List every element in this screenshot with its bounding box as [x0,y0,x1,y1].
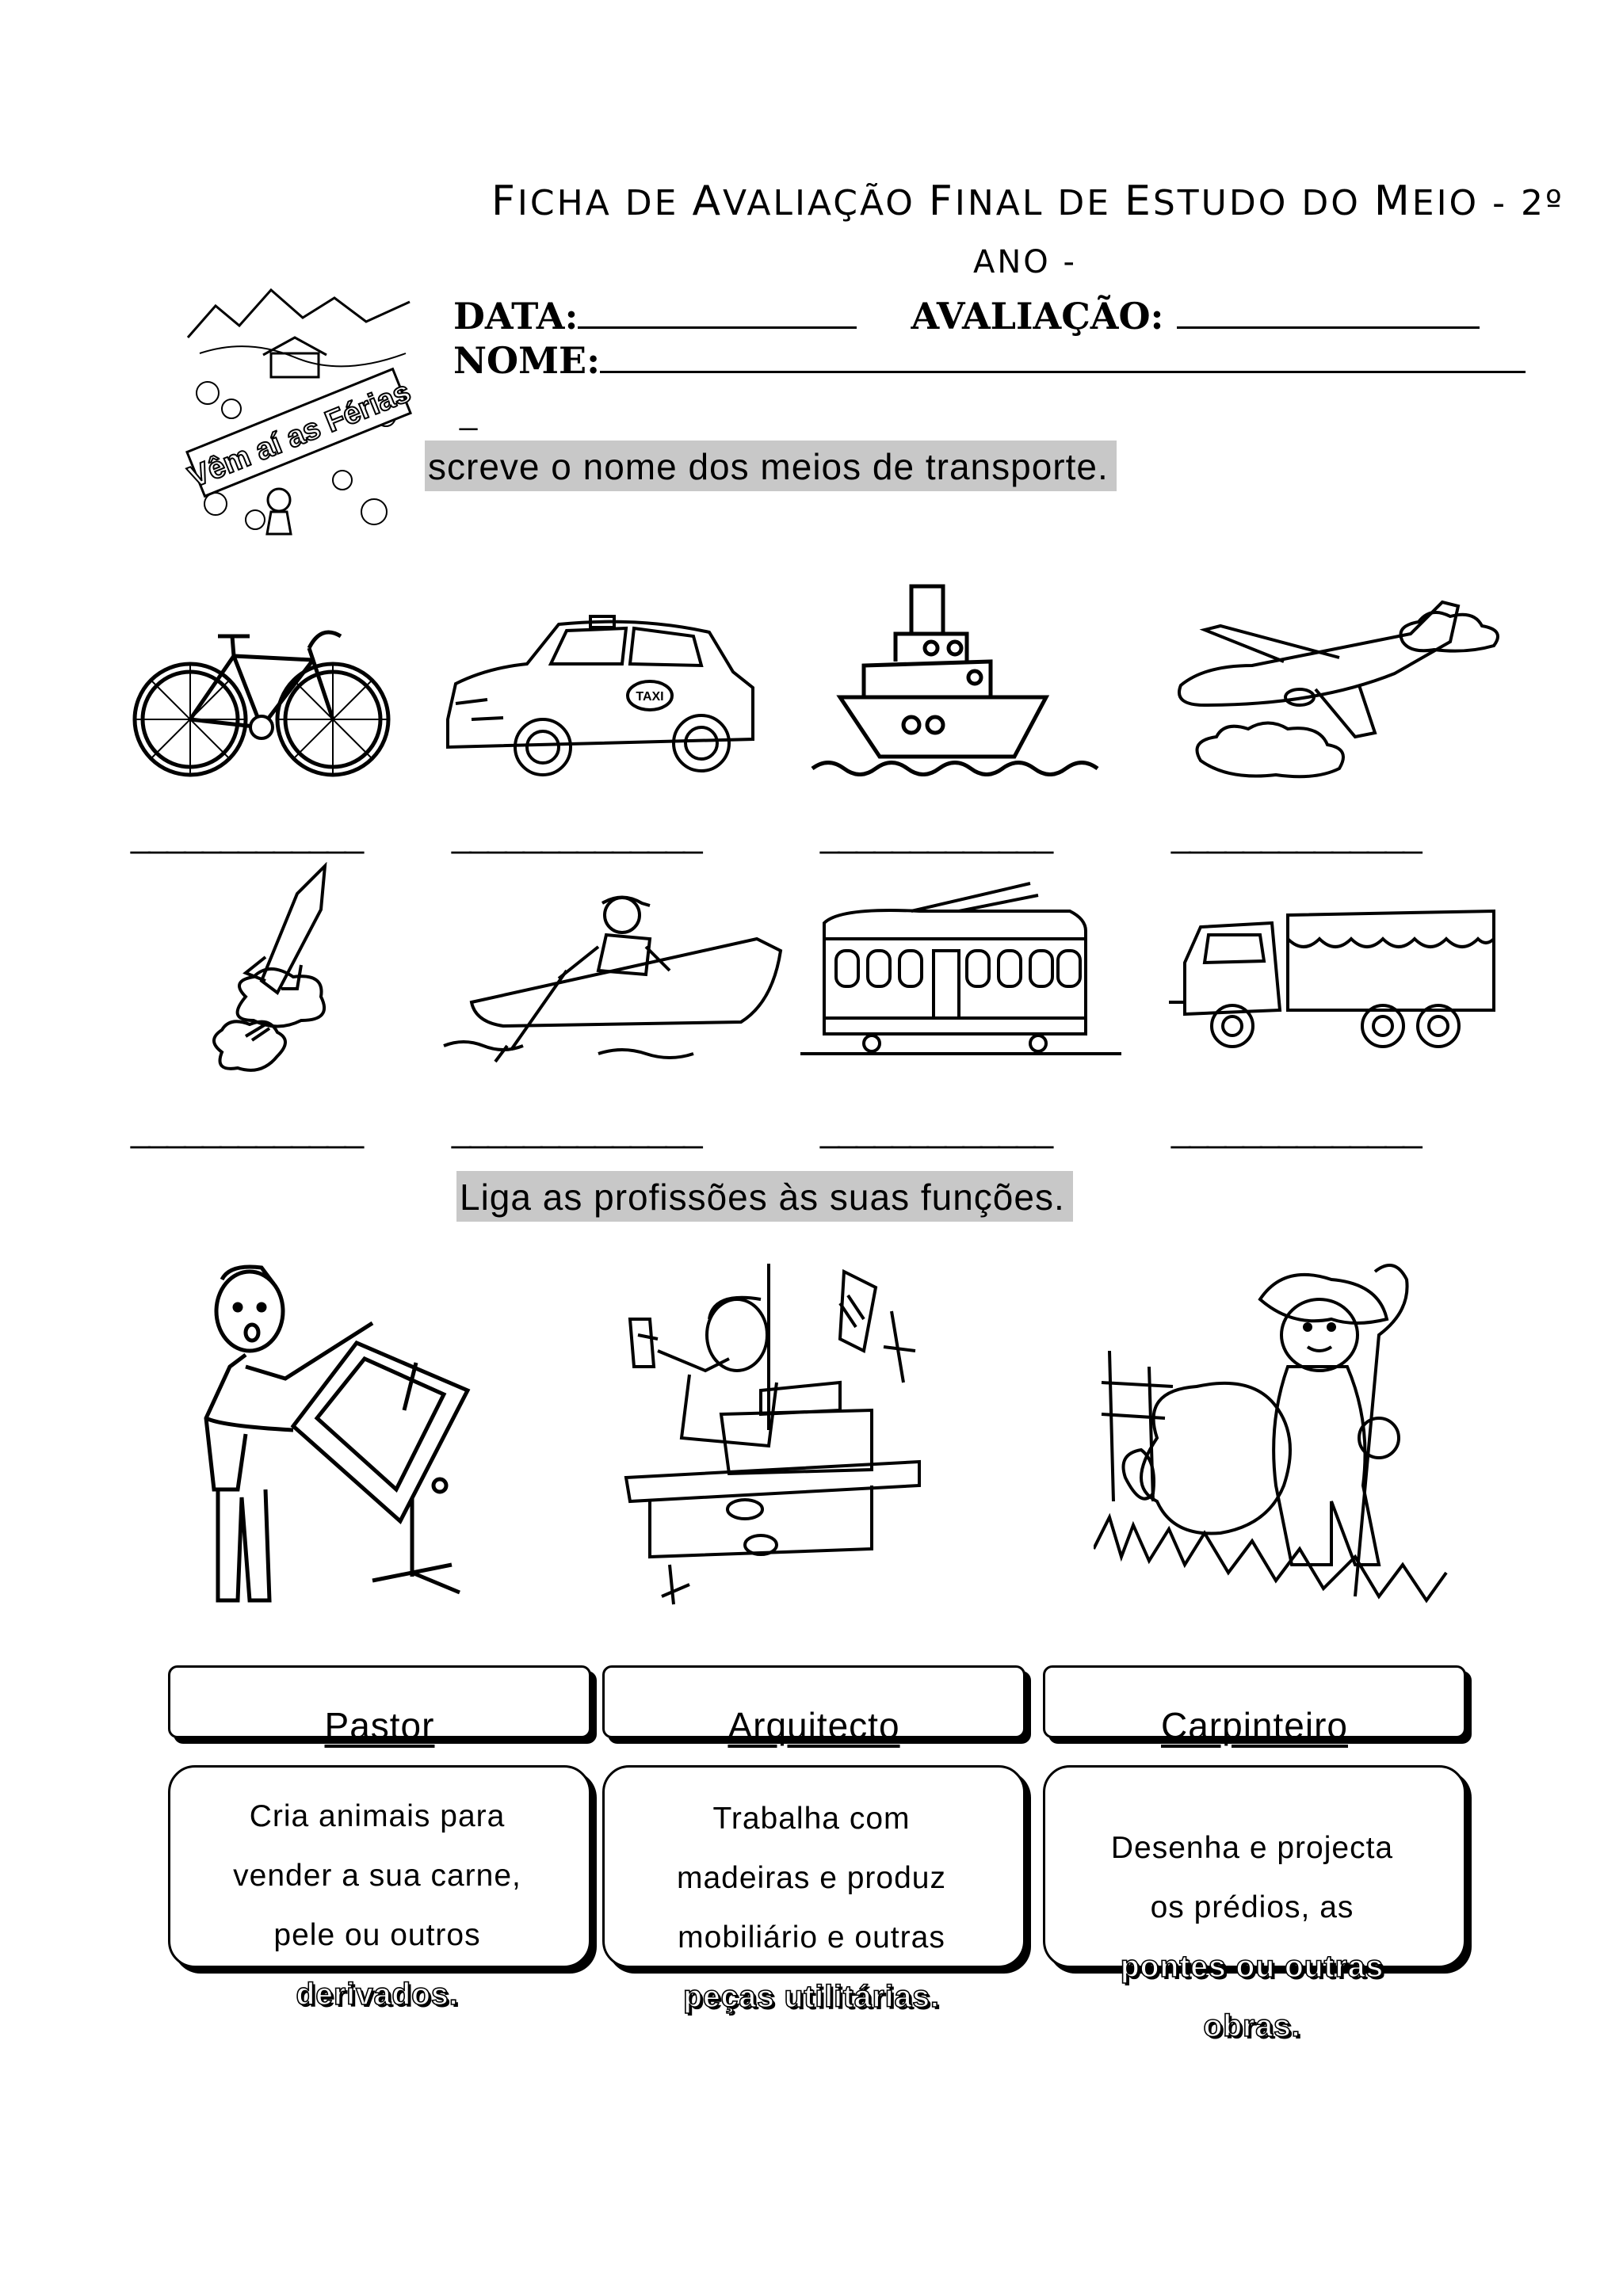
worksheet-title [491,177,1564,225]
architect-scene [174,1260,483,1616]
taxi-badge: TAXI [636,690,664,704]
taxi-icon [440,601,765,791]
profession-label: Arquitecto [727,1705,900,1746]
profession-label: Carpinteiro [1161,1705,1348,1746]
name-blank-tail: _ [460,396,478,431]
architect-drawing-board-icon [174,1260,483,1616]
ship-icon [808,578,1125,776]
shepherd-scene [1094,1248,1450,1620]
description-line: Cria animais para [249,1799,506,1833]
description-overflow-line: peças utilitárias. [683,1980,940,2014]
answer-line[interactable]: ______________ [1171,816,1421,855]
date-field[interactable] [453,295,1480,338]
rowboat-picture [440,891,789,1066]
answer-line[interactable]: _____________ [131,1111,363,1150]
airplane-icon [1157,586,1514,792]
description-line: os prédios, as [1150,1890,1354,1924]
title-word: ESTUDO DO [1125,177,1374,225]
name-label: NOME: [453,339,601,382]
ship-picture [808,578,1125,776]
title-word: FICHA DE [491,177,693,225]
title-word: FINAL DE [928,177,1125,225]
answer-line[interactable]: _____________ [131,816,363,855]
description-line: Trabalha com [712,1802,911,1836]
vacation-illustration [184,282,414,542]
title-word: MEIO - 2º [1373,177,1564,225]
description-overflow-line: pontes ou outras [1120,1950,1384,1984]
answer-line[interactable]: ______________ [1171,1111,1421,1150]
taxi-picture [440,601,765,799]
shepherd-with-sheep-icon [1094,1248,1450,1620]
name-field[interactable] [453,339,1526,382]
truck-picture [1169,891,1510,1074]
profession-label: Pastor [324,1705,435,1746]
date-blank[interactable] [578,299,857,329]
profession-label-box[interactable] [168,1665,591,1746]
rocket-icon [190,862,349,1084]
grade-label: AVALIAÇÃO: [911,295,1164,338]
vacation-logo [184,282,414,542]
name-blank[interactable] [600,344,1526,373]
date-label: DATA: [453,295,579,338]
title-word: AVALIAÇÃO [692,177,929,225]
description-line: madeiras e produz [676,1861,946,1895]
tram-picture [800,875,1125,1066]
carpenter-workshop-icon [602,1256,935,1612]
answer-line[interactable]: ______________ [452,816,701,855]
logo-text: Vêm aí as Férias [184,375,414,495]
description-line: vender a sua carne, [233,1859,521,1893]
function-description-text [602,1789,1021,2027]
description-line: pele ou outros [273,1918,481,1952]
rowboat-icon [440,891,789,1066]
description-line: Desenha e projecta [1110,1831,1394,1865]
answer-line[interactable]: _____________ [820,816,1052,855]
airplane-picture [1157,586,1514,792]
function-description-text [1043,1818,1461,2056]
description-line: mobiliário e outras [678,1920,945,1955]
description-overflow-line: derivados. [296,1978,459,2012]
profession-label-box[interactable] [602,1665,1025,1746]
description-overflow-line: obras. [1203,2009,1301,2043]
answer-line[interactable]: ______________ [452,1111,701,1150]
rocket-picture [190,862,349,1084]
profession-label-box[interactable] [1043,1665,1466,1746]
grade-blank[interactable] [1177,299,1480,329]
truck-icon [1169,891,1510,1074]
bicycle-picture [131,593,392,791]
instruction-professions: Liga as profissões às suas funções. [456,1171,1073,1222]
carpenter-scene [602,1256,935,1612]
answer-line[interactable]: _____________ [820,1111,1052,1150]
worksheet-title-continued: ANO - [973,244,1077,280]
instruction-transport: screve o nome dos meios de transporte. [425,441,1117,491]
tram-icon [800,875,1125,1066]
function-description-text [168,1787,586,2024]
bicycle-icon [131,593,392,791]
